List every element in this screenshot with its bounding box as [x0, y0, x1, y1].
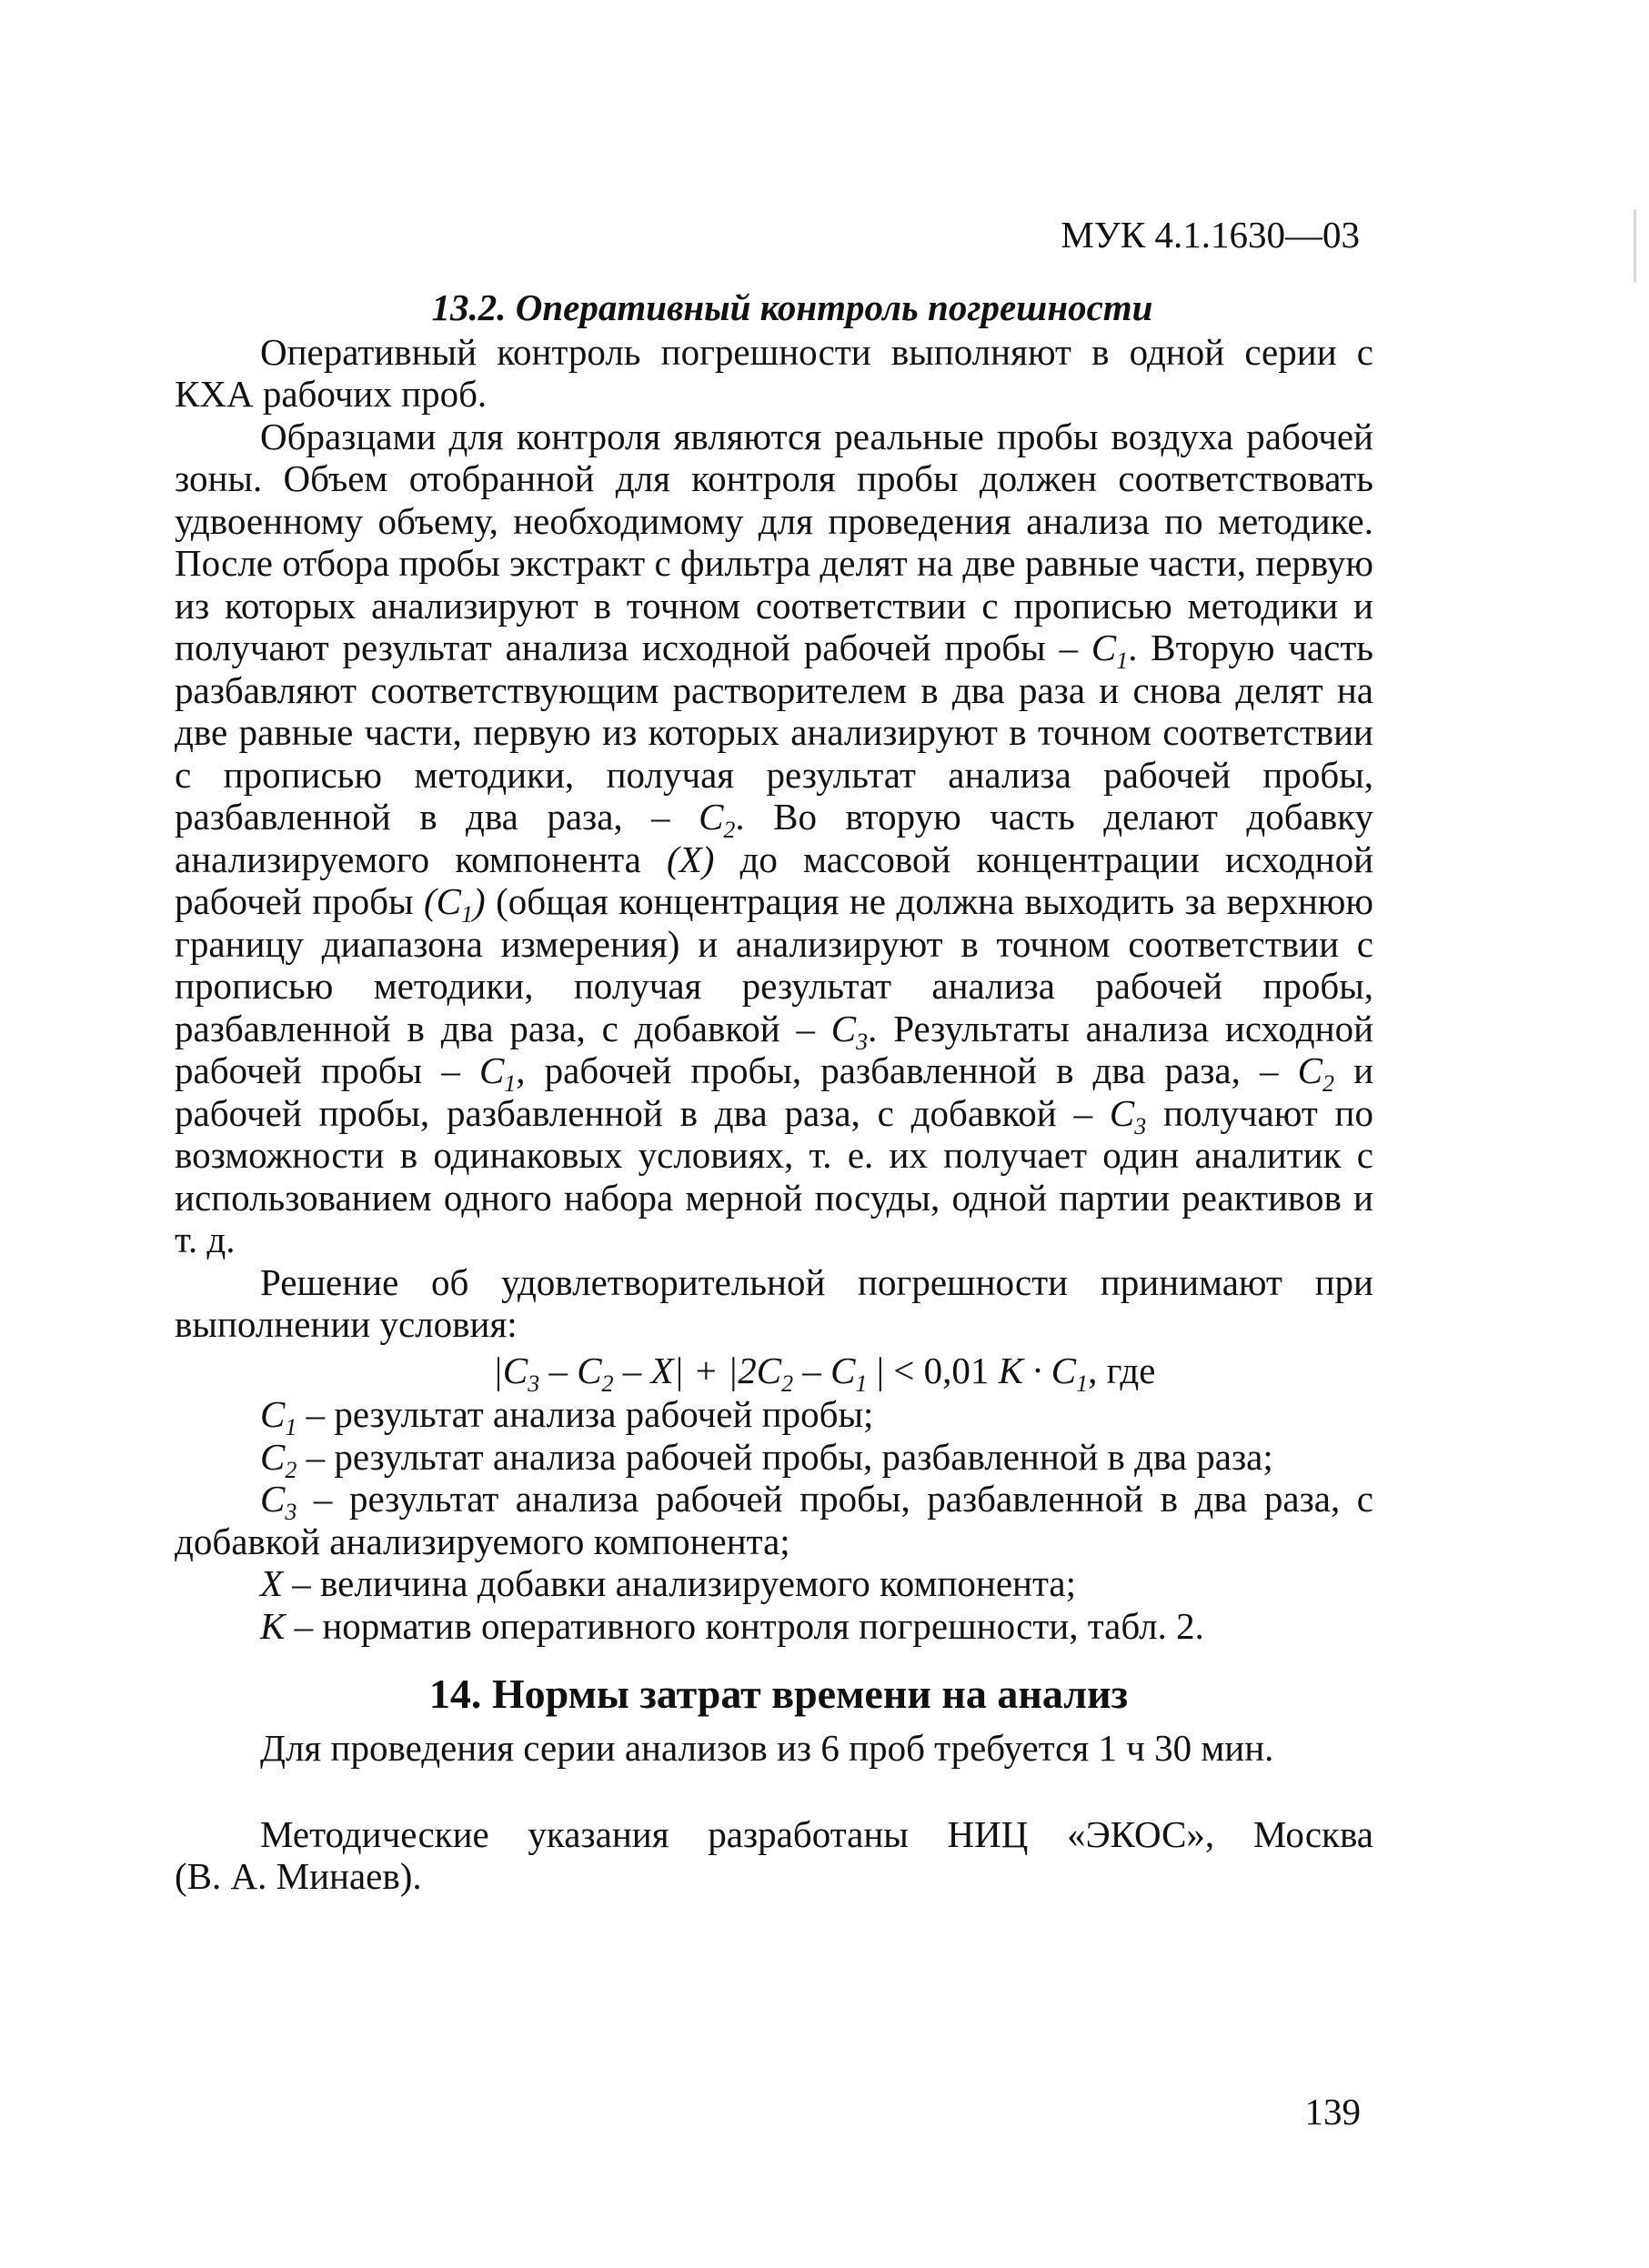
symbol-c3: $C_3$: [830, 1007, 869, 1055]
symbol-c1-b: $C_1$: [478, 1049, 517, 1098]
section-14-title: 14. Нормы затрат времени на анализ: [428, 1671, 1129, 1717]
procedure-text-h: и рабочей пробы, разбавленной в два раза, с добавкой –: [175, 1049, 1374, 1134]
symbol-c1-paren: $(C_1)$: [424, 880, 486, 928]
symbol-c1: $C_1$: [1091, 627, 1129, 675]
procedure-text-f: Результаты анализа исходной рабочей пробы –: [175, 1007, 1374, 1091]
section-14-text: Для проведения серии анализов из 6 проб требуется 1 ч 30 мин.: [260, 1727, 1274, 1769]
procedure-text-g: рабочей пробы, разбавленной в два раза, –: [544, 1049, 1279, 1091]
procedure-text-b: Вторую часть разбавляют соответствующим растворителем в два раза и снова делят на две равные части, первую из которых анализируют в точном соответствии с прописью методики, получая результат анализа рабочей пробы, разбавленной в два раза, –: [175, 627, 1373, 838]
authorship-note-line-1: Методические указания разработаны НИЦ «ЭКОС», Москва: [260, 1812, 1373, 1855]
procedure-text-e: (общая концентрация не должна выходить за верхнюю границу диапазона измерения) и анализируют в точном соответствии с прописью методики, получая результат анализа рабочей пробы, разбавленной в два раза, с добавкой –: [175, 880, 1374, 1049]
procedure-text-i: получают по возможности в одинаковых условиях, т. е. их получает один аналитик с использованием одного набора мерной посуды, одной партии реактивов и т. д.: [175, 1091, 1373, 1260]
definition-c1: $C_1$ – результат анализа рабочей пробы;: [260, 1393, 874, 1441]
control-formula: $|C_3 - C_2 - X| + |2C_2 - C_1$ | < 0,01 $K \cdot C_1$, где: [492, 1349, 1156, 1397]
symbol-c2-b: $C_2$: [1297, 1049, 1334, 1098]
symbol-c2: $C_2$: [699, 796, 736, 844]
page-content: [175, 286, 1373, 1898]
definition-c3: $C_3$ – результат анализа рабочей пробы, разбавленной в два раза, с добавкой анализируемого компонента;: [175, 1478, 1373, 1562]
paragraph-procedure: Образцами для контроля являются реальные пробы воздуха рабочей зоны. Объем отобранной для контроля пробы должен соответствовать удвоенному объему, необходимому для проведения анализа по методике. После отбора пробы экстракт с фильтра делят на две равные части, первую из которых анализируют в точном соответствии с прописью методики и получают результат анализа исходной рабочей пробы – $C_1$. Вторую часть разбавляют соответствующим растворителем в два раза и снова делят на две равные части, первую из которых анализируют в точном соответствии с прописью методики, получая результат анализа рабочей пробы, разбавленной в два раза, – $C_2$. Во вторую часть делают добавку анализируемого компонента (X) до массовой концентрации исходной рабочей пробы $(C_1)$ (общая концентрация не должна выходить за верхнюю границу диапазона измерения) и анализируют в точном соответствии с прописью методики, получая результат анализа рабочей пробы, разбавленной в два раза, с добавкой – $C_3$. Результаты анализа исходной рабочей пробы – $C_1$, рабочей пробы, разбавленной в два раза, – $C_2$ и рабочей пробы, разбавленной в два раза, с добавкой – $C_3$ получают по возможности в одинаковых условиях, т. е. их получает один аналитик с использованием одного набора мерной посуды, одной партии реактивов и т. д.: [175, 415, 1374, 1260]
procedure-text-d: до массовой концентрации исходной рабочей пробы: [175, 838, 1374, 922]
paragraph-intro: Оперативный контроль погрешности выполняют в одной серии с КХА рабочих проб.: [175, 330, 1373, 415]
definition-c2: $C_2$ – результат анализа рабочей пробы, разбавленной в два раза;: [260, 1435, 1273, 1483]
definition-x: X – величина добавки анализируемого компонента;: [260, 1562, 1076, 1604]
authorship-note-line-2: (В. А. Минаев).: [175, 1855, 422, 1897]
document-code: МУК 4.1.1630—03: [1061, 214, 1360, 256]
scan-edge-mark: [1634, 209, 1636, 282]
procedure-text-c: Во вторую часть делают добавку анализируемого компонента: [175, 796, 1374, 880]
paragraph-condition: Решение об удовлетворительной погрешности принимают при выполнении условия:: [175, 1260, 1373, 1345]
procedure-text-a: Образцами для контроля являются реальные пробы воздуха рабочей зоны. Объем отобранной для контроля пробы должен соответствовать удвоенному объему, необходимому для проведения анализа по методике. После отбора пробы экстракт с фильтра делят на две равные части, первую из которых анализируют в точном соответствии с прописью методики и получают результат анализа исходной рабочей пробы –: [175, 415, 1373, 668]
subsection-title: 13.2. Оперативный контроль погрешности: [431, 286, 1153, 328]
page-number: 139: [1304, 2091, 1361, 2133]
symbol-c3-b: $C_3$: [1109, 1091, 1147, 1139]
definition-k: K – норматив оперативного контроля погрешности, табл. 2.: [260, 1604, 1204, 1647]
symbol-x-paren: (X): [667, 838, 715, 880]
